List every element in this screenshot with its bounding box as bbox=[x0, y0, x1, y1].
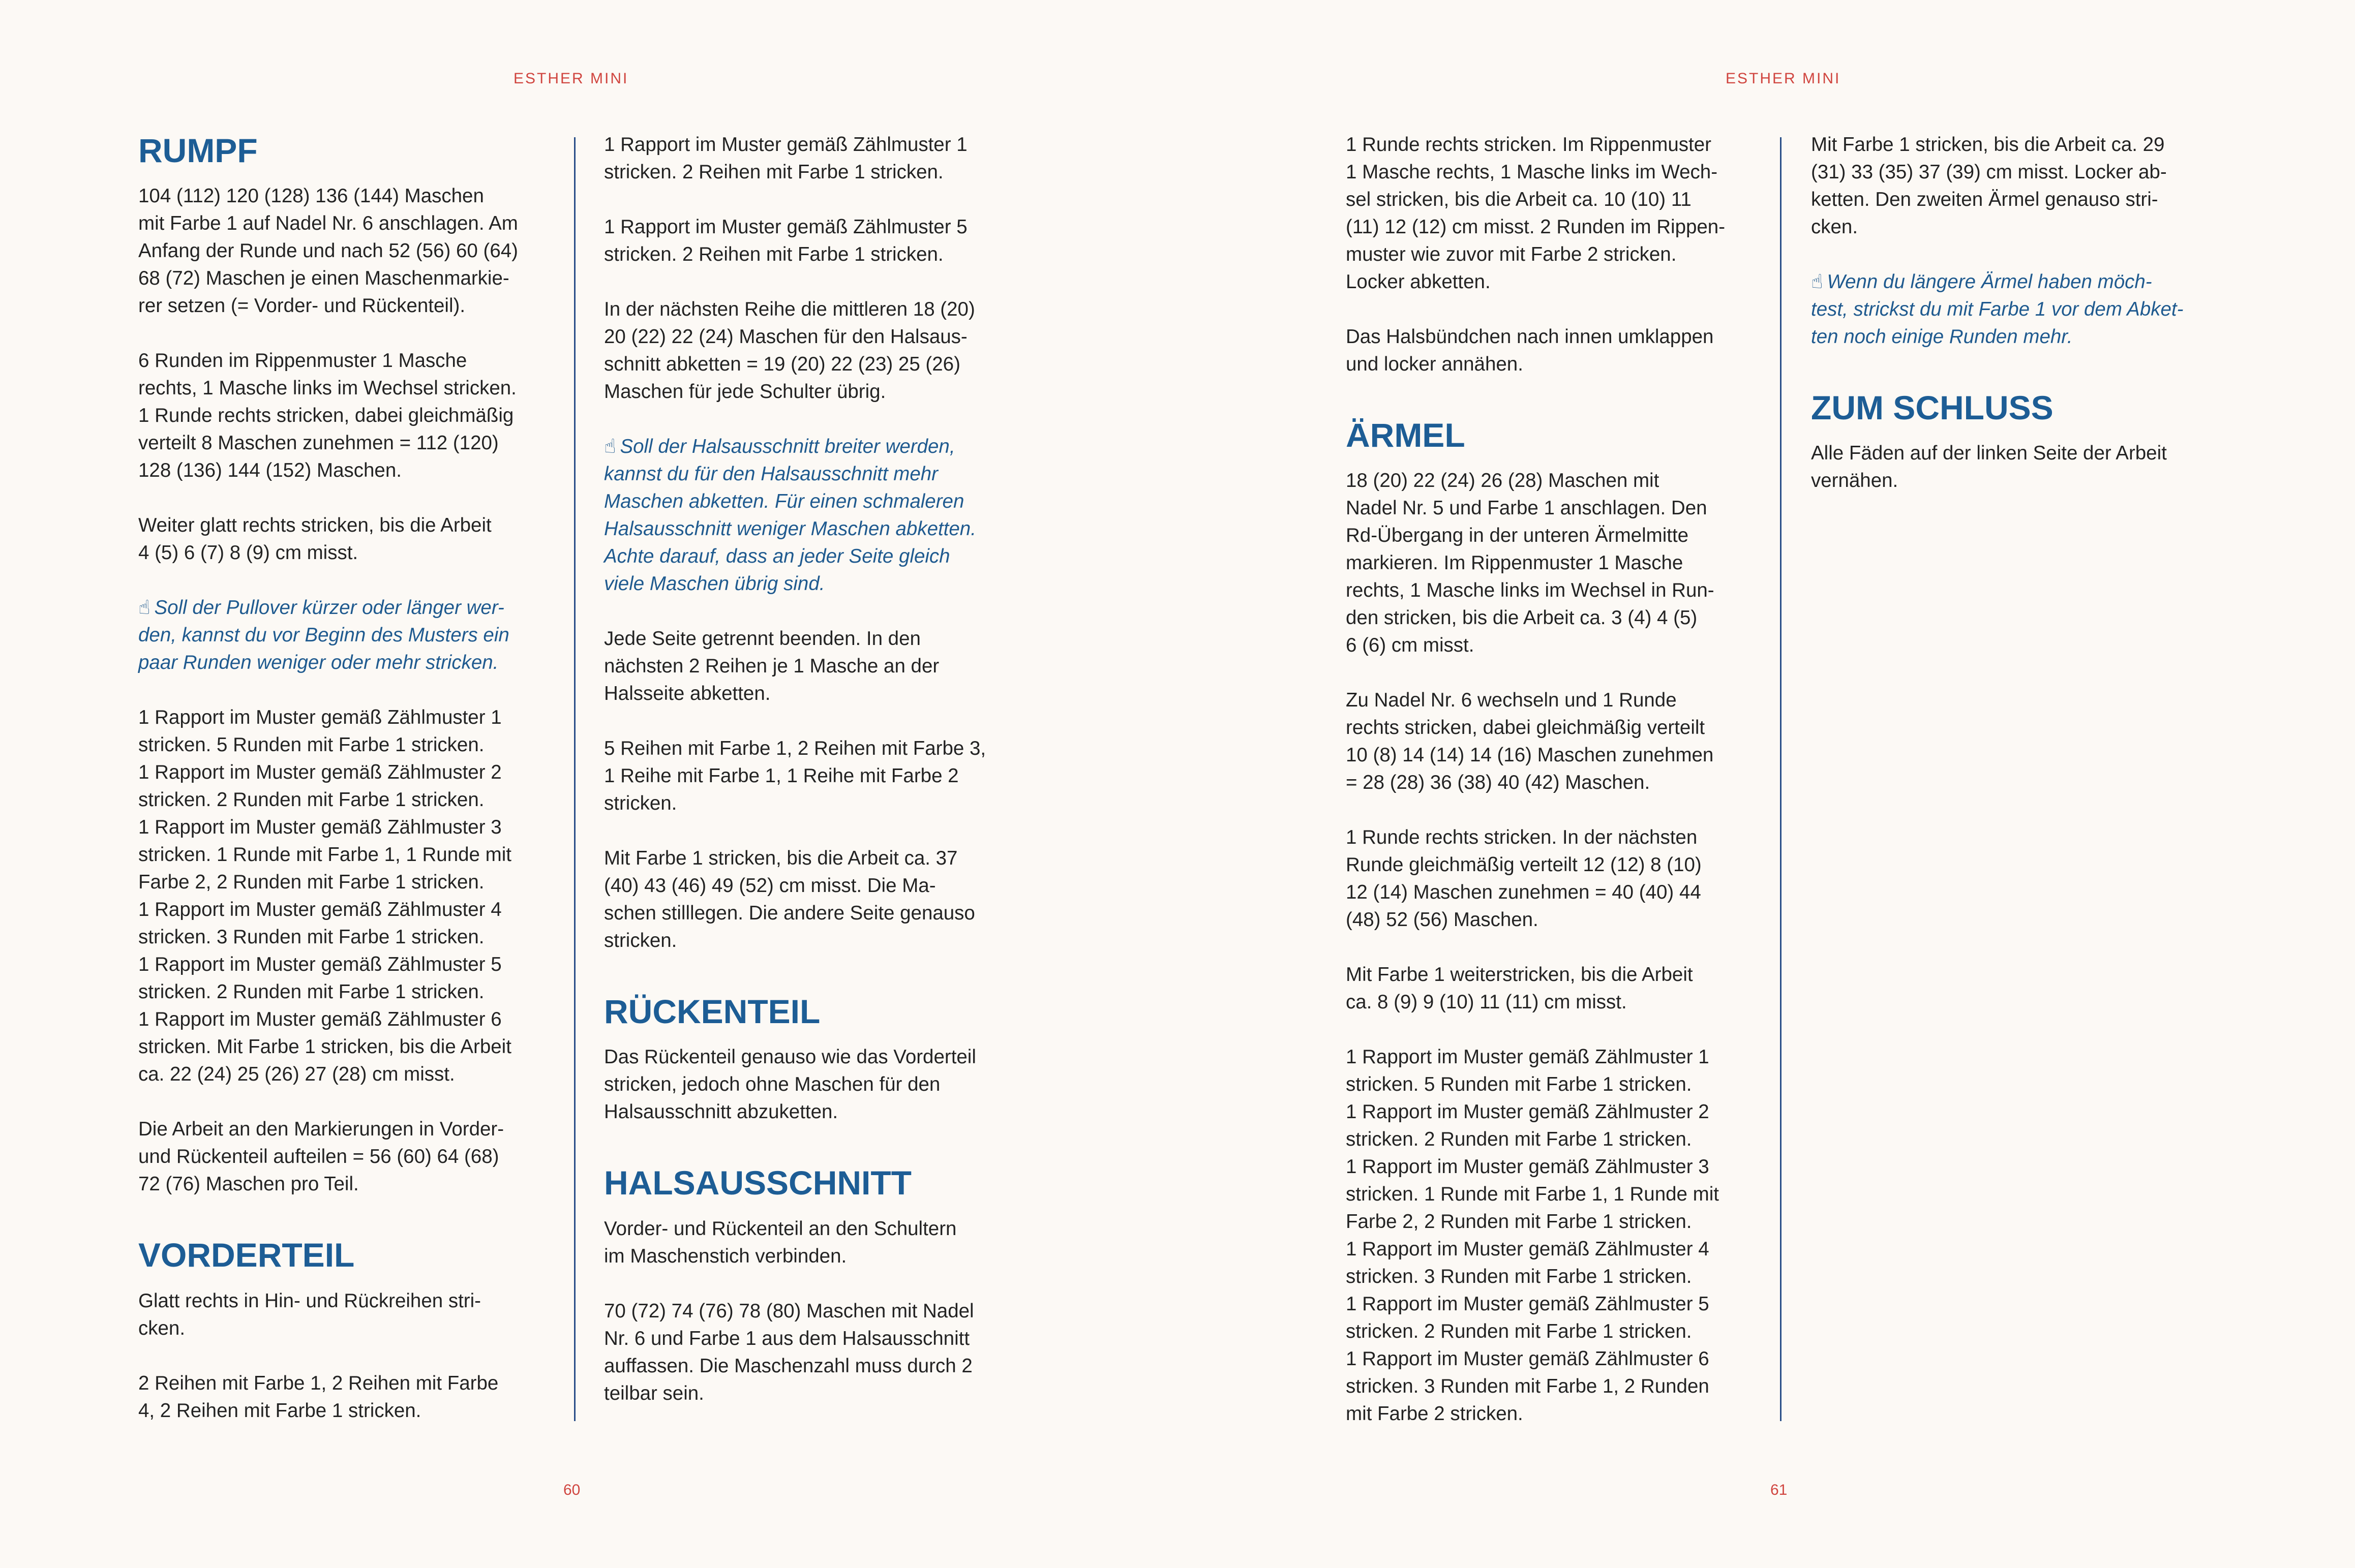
column-divider-left bbox=[574, 137, 576, 1421]
text-line: Locker abketten. bbox=[1346, 271, 1491, 293]
text-line: den stricken, bis die Arbeit ca. 3 (4) 4 (5) bbox=[1346, 607, 1698, 629]
text-line: 20 (22) 22 (24) Maschen für den Halsaus- bbox=[604, 326, 968, 348]
text-line: und Rückenteil aufteilen = 56 (60) 64 (68) bbox=[138, 1146, 499, 1168]
text-line: cken. bbox=[1811, 216, 1858, 238]
text-line: stricken. 3 Runden mit Farbe 1, 2 Runden bbox=[1346, 1375, 1709, 1398]
text-line: cken. bbox=[138, 1317, 186, 1339]
text-line: 18 (20) 22 (24) 26 (28) Maschen mit bbox=[1346, 470, 1659, 492]
text-line: 4, 2 Reihen mit Farbe 1 stricken. bbox=[138, 1399, 421, 1422]
text-line: Rd-Übergang in der unteren Ärmelmitte bbox=[1346, 525, 1689, 547]
text-line: 4 (5) 6 (7) 8 (9) cm misst. bbox=[138, 542, 358, 564]
text-line: 1 Rapport im Muster gemäß Zählmuster 6 bbox=[1346, 1348, 1709, 1370]
text-line: Mit Farbe 1 stricken, bis die Arbeit ca. 29 bbox=[1811, 134, 2165, 156]
text-line: stricken. 3 Runden mit Farbe 1 stricken. bbox=[1346, 1266, 1692, 1288]
paragraph bbox=[1346, 467, 1753, 659]
section-heading: VORDERTEIL bbox=[138, 1236, 355, 1274]
text-line: stricken. bbox=[604, 792, 677, 814]
text-line: 1 Rapport im Muster gemäß Zählmuster 5 bbox=[1346, 1293, 1709, 1315]
text-line: Maschen für jede Schulter übrig. bbox=[604, 381, 886, 403]
text-line: test, strickst du mit Farbe 1 vor dem Abket- bbox=[1811, 298, 2184, 320]
text-line: 1 Rapport im Muster gemäß Zählmuster 3 bbox=[138, 816, 502, 839]
text-line: (48) 52 (56) Maschen. bbox=[1346, 909, 1538, 931]
text-line: (11) 12 (12) cm misst. 2 Runden im Rippen- bbox=[1346, 216, 1726, 238]
text-line: 6 Runden im Rippenmuster 1 Masche bbox=[138, 350, 467, 372]
text-line: Halsausschnitt abzuketten. bbox=[604, 1101, 838, 1123]
text-line: stricken. bbox=[604, 930, 677, 951]
text-line: 1 Masche rechts, 1 Masche links im Wech- bbox=[1346, 161, 1718, 183]
paragraph bbox=[138, 1116, 545, 1198]
text-line: 1 Rapport im Muster gemäß Zählmuster 5 bbox=[138, 954, 502, 976]
text-line: 128 (136) 144 (152) Maschen. bbox=[138, 459, 402, 482]
tip-note bbox=[604, 433, 1011, 598]
text-line: Die Arbeit an den Markierungen in Vorder- bbox=[138, 1118, 504, 1141]
paragraph bbox=[1346, 1043, 1753, 1428]
text-line: stricken. 2 Runden mit Farbe 1 stricken. bbox=[1346, 1128, 1692, 1151]
paragraph bbox=[138, 182, 545, 320]
paragraph bbox=[1811, 440, 2218, 495]
tip-text: Soll der Pullover kürzer oder länger wer- bbox=[154, 597, 504, 619]
text-line: 6 (6) cm misst. bbox=[1346, 634, 1474, 657]
text-line: schen stilllegen. Die andere Seite genauso bbox=[604, 902, 975, 924]
paragraph bbox=[138, 347, 545, 484]
tip-note bbox=[1811, 268, 2218, 351]
column-3 bbox=[1346, 131, 1753, 1455]
text-line: Mit Farbe 1 stricken, bis die Arbeit ca. 37 bbox=[604, 847, 958, 869]
paragraph bbox=[604, 131, 1011, 186]
text-line: 1 Rapport im Muster gemäß Zählmuster 5 bbox=[604, 216, 968, 238]
column-2 bbox=[604, 131, 1011, 1435]
text-line: Jede Seite getrennt beenden. In den bbox=[604, 628, 921, 650]
paragraph bbox=[604, 735, 1011, 817]
text-line: 2 Reihen mit Farbe 1, 2 Reihen mit Farbe bbox=[138, 1372, 499, 1394]
text-line: 104 (112) 120 (128) 136 (144) Maschen bbox=[138, 185, 484, 207]
text-line: Runde gleichmäßig verteilt 12 (12) 8 (10) bbox=[1346, 854, 1702, 876]
text-line: In der nächsten Reihe die mittleren 18 (20) bbox=[604, 298, 975, 320]
tip-text: Wenn du längere Ärmel haben möch- bbox=[1827, 271, 2152, 293]
text-line: viele Maschen übrig sind. bbox=[604, 573, 825, 595]
text-line: (31) 33 (35) 37 (39) cm misst. Locker ab- bbox=[1811, 161, 2167, 183]
page-number-left: 60 bbox=[563, 1482, 581, 1498]
text-line: Farbe 2, 2 Runden mit Farbe 1 stricken. bbox=[138, 871, 485, 894]
text-line: kannst du für den Halsausschnitt mehr bbox=[604, 463, 938, 485]
text-line: schnitt abketten = 19 (20) 22 (23) 25 (26) bbox=[604, 353, 960, 375]
text-line: mit Farbe 2 stricken. bbox=[1346, 1403, 1523, 1425]
text-line: auffassen. Die Maschenzahl muss durch 2 bbox=[604, 1355, 973, 1377]
text-line: nächsten 2 Reihen je 1 Masche an der bbox=[604, 655, 940, 677]
text-line bbox=[138, 594, 545, 622]
text-line: Das Halsbündchen nach innen umklappen bbox=[1346, 326, 1714, 348]
text-line: verteilt 8 Maschen zunehmen = 112 (120) bbox=[138, 432, 499, 454]
text-line bbox=[1811, 268, 2218, 296]
text-line: 12 (14) Maschen zunehmen = 40 (40) 44 bbox=[1346, 881, 1701, 904]
pointing-hand-icon: ☝ bbox=[1811, 271, 1823, 293]
text-line: Mit Farbe 1 weiterstricken, bis die Arbeit bbox=[1346, 964, 1693, 986]
text-line: stricken. 1 Runde mit Farbe 1, 1 Runde mit bbox=[1346, 1183, 1719, 1206]
text-line: Anfang der Runde und nach 52 (56) 60 (64) bbox=[138, 240, 518, 262]
text-line: 1 Runde rechts stricken. In der nächsten bbox=[1346, 826, 1698, 849]
text-line: 1 Rapport im Muster gemäß Zählmuster 2 bbox=[138, 761, 502, 784]
text-line: rechts, 1 Masche links im Wechsel in Run- bbox=[1346, 579, 1714, 602]
text-line: paar Runden weniger oder mehr stricken. bbox=[138, 652, 499, 674]
text-line bbox=[604, 433, 1011, 460]
text-line: vernähen. bbox=[1811, 470, 1898, 492]
text-line: den, kannst du vor Beginn des Musters ein bbox=[138, 624, 509, 647]
text-line: 1 Runde rechts stricken, dabei gleichmäßig bbox=[138, 405, 514, 427]
section-heading: ZUM SCHLUSS bbox=[1811, 389, 2054, 426]
text-line: 1 Rapport im Muster gemäß Zählmuster 4 bbox=[138, 899, 502, 921]
text-line: ten noch einige Runden mehr. bbox=[1811, 326, 2073, 348]
paragraph bbox=[604, 1043, 1011, 1126]
section-heading: ÄRMEL bbox=[1346, 416, 1465, 454]
text-line: Alle Fäden auf der linken Seite der Arbeit bbox=[1811, 442, 2167, 465]
text-line: 1 Runde rechts stricken. Im Rippenmuster bbox=[1346, 134, 1711, 156]
paragraph bbox=[604, 1298, 1011, 1407]
text-line: 5 Reihen mit Farbe 1, 2 Reihen mit Farbe 3, bbox=[604, 737, 986, 759]
text-line: Maschen abketten. Für einen schmaleren bbox=[604, 490, 964, 512]
text-line: stricken. 1 Runde mit Farbe 1, 1 Runde mit bbox=[138, 844, 511, 866]
text-line: ca. 22 (24) 25 (26) 27 (28) cm misst. bbox=[138, 1063, 455, 1086]
text-line: stricken. 3 Runden mit Farbe 1 stricken. bbox=[138, 926, 485, 948]
text-line: mit Farbe 1 auf Nadel Nr. 6 anschlagen. Am bbox=[138, 212, 518, 235]
paragraph bbox=[1811, 131, 2218, 241]
text-line: sel stricken, bis die Arbeit ca. 10 (10) 11 bbox=[1346, 189, 1692, 210]
text-line: und locker annähen. bbox=[1346, 353, 1523, 375]
text-line: Das Rückenteil genauso wie das Vorderteil bbox=[604, 1046, 976, 1068]
tip-note bbox=[138, 594, 545, 677]
text-line: 1 Rapport im Muster gemäß Zählmuster 1 bbox=[138, 706, 502, 729]
text-line: 1 Rapport im Muster gemäß Zählmuster 1 bbox=[604, 134, 968, 156]
tip-text: Soll der Halsausschnitt breiter werden, bbox=[620, 436, 955, 457]
text-line: = 28 (28) 36 (38) 40 (42) Maschen. bbox=[1346, 772, 1650, 794]
running-header-left: ESTHER MINI bbox=[514, 70, 629, 87]
text-line: Achte darauf, dass an jeder Seite gleich bbox=[604, 545, 950, 567]
paragraph bbox=[138, 704, 545, 1088]
paragraph bbox=[138, 512, 545, 567]
text-line: Vorder- und Rückenteil an den Schultern bbox=[604, 1217, 957, 1240]
paragraph bbox=[138, 1287, 545, 1342]
text-line: Halsseite abketten. bbox=[604, 683, 771, 704]
section-heading: RUMPF bbox=[138, 132, 258, 169]
section-heading: RÜCKENTEIL bbox=[604, 993, 821, 1030]
text-line: 68 (72) Maschen je einen Maschenmarkie- bbox=[138, 267, 509, 290]
text-line: Nadel Nr. 5 und Farbe 1 anschlagen. Den bbox=[1346, 497, 1707, 519]
text-line: stricken. 5 Runden mit Farbe 1 stricken. bbox=[1346, 1073, 1692, 1096]
text-line: stricken, jedoch ohne Maschen für den bbox=[604, 1073, 941, 1096]
paragraph bbox=[1346, 131, 1753, 296]
text-line: 1 Rapport im Muster gemäß Zählmuster 2 bbox=[1346, 1101, 1709, 1123]
text-line: 10 (8) 14 (14) 14 (16) Maschen zunehmen bbox=[1346, 744, 1714, 766]
text-line: markieren. Im Rippenmuster 1 Masche bbox=[1346, 552, 1683, 574]
text-line: (40) 43 (46) 49 (52) cm misst. Die Ma- bbox=[604, 875, 936, 897]
text-line: stricken. 2 Runden mit Farbe 1 stricken. bbox=[1346, 1320, 1692, 1343]
text-line: 1 Rapport im Muster gemäß Zählmuster 3 bbox=[1346, 1156, 1709, 1178]
paragraph bbox=[604, 845, 1011, 955]
text-line: stricken. Mit Farbe 1 stricken, bis die Arbeit bbox=[138, 1036, 511, 1058]
text-line: Glatt rechts in Hin- und Rückreihen stri- bbox=[138, 1289, 481, 1312]
text-line: 72 (76) Maschen pro Teil. bbox=[138, 1173, 359, 1195]
paragraph bbox=[604, 625, 1011, 708]
pointing-hand-icon: ☝ bbox=[604, 436, 616, 457]
text-line: stricken. 2 Reihen mit Farbe 1 stricken. bbox=[604, 161, 944, 183]
paragraph bbox=[604, 1215, 1011, 1270]
text-line: 1 Rapport im Muster gemäß Zählmuster 6 bbox=[138, 1008, 502, 1031]
paragraph bbox=[1346, 824, 1753, 934]
text-line: rechts stricken, dabei gleichmäßig verteilt bbox=[1346, 717, 1705, 739]
page-number-right: 61 bbox=[1770, 1482, 1788, 1498]
text-line: 1 Rapport im Muster gemäß Zählmuster 4 bbox=[1346, 1238, 1709, 1260]
text-line: 1 Reihe mit Farbe 1, 1 Reihe mit Farbe 2 bbox=[604, 765, 959, 787]
text-line: Weiter glatt rechts stricken, bis die Arbeit bbox=[138, 514, 492, 537]
text-line: muster wie zuvor mit Farbe 2 stricken. bbox=[1346, 243, 1677, 265]
column-1 bbox=[138, 131, 545, 1452]
text-line: rer setzen (= Vorder- und Rückenteil). bbox=[138, 295, 466, 317]
text-line: ketten. Den zweiten Ärmel genauso stri- bbox=[1811, 189, 2158, 210]
text-line: rechts, 1 Masche links im Wechsel stricken. bbox=[138, 377, 517, 399]
text-line: Farbe 2, 2 Runden mit Farbe 1 stricken. bbox=[1346, 1211, 1692, 1233]
pointing-hand-icon: ☝ bbox=[138, 597, 150, 619]
paragraph bbox=[138, 1370, 545, 1425]
text-line: stricken. 2 Runden mit Farbe 1 stricken. bbox=[138, 981, 485, 1003]
text-line: 70 (72) 74 (76) 78 (80) Maschen mit Nadel bbox=[604, 1300, 974, 1322]
text-line: stricken. 2 Reihen mit Farbe 1 stricken. bbox=[604, 243, 944, 265]
text-line: teilbar sein. bbox=[604, 1382, 704, 1404]
paragraph bbox=[604, 213, 1011, 268]
column-4 bbox=[1811, 131, 2218, 522]
text-line: Zu Nadel Nr. 6 wechseln und 1 Runde bbox=[1346, 689, 1677, 712]
section-heading: HALSAUSSCHNITT bbox=[604, 1164, 912, 1202]
text-line: Halsausschnitt weniger Maschen abketten. bbox=[604, 518, 976, 540]
running-header-right: ESTHER MINI bbox=[1726, 70, 1841, 87]
text-line: ca. 8 (9) 9 (10) 11 (11) cm misst. bbox=[1346, 991, 1627, 1013]
text-line: Nr. 6 und Farbe 1 aus dem Halsausschnitt bbox=[604, 1327, 970, 1349]
paragraph bbox=[1346, 687, 1753, 796]
text-line: im Maschenstich verbinden. bbox=[604, 1245, 847, 1267]
text-line: stricken. 5 Runden mit Farbe 1 stricken. bbox=[138, 734, 485, 756]
text-line: stricken. 2 Runden mit Farbe 1 stricken. bbox=[138, 789, 485, 811]
paragraph bbox=[1346, 961, 1753, 1016]
paragraph bbox=[604, 296, 1011, 406]
paragraph bbox=[1346, 323, 1753, 378]
column-divider-right bbox=[1780, 137, 1782, 1421]
text-line: 1 Rapport im Muster gemäß Zählmuster 1 bbox=[1346, 1046, 1709, 1068]
